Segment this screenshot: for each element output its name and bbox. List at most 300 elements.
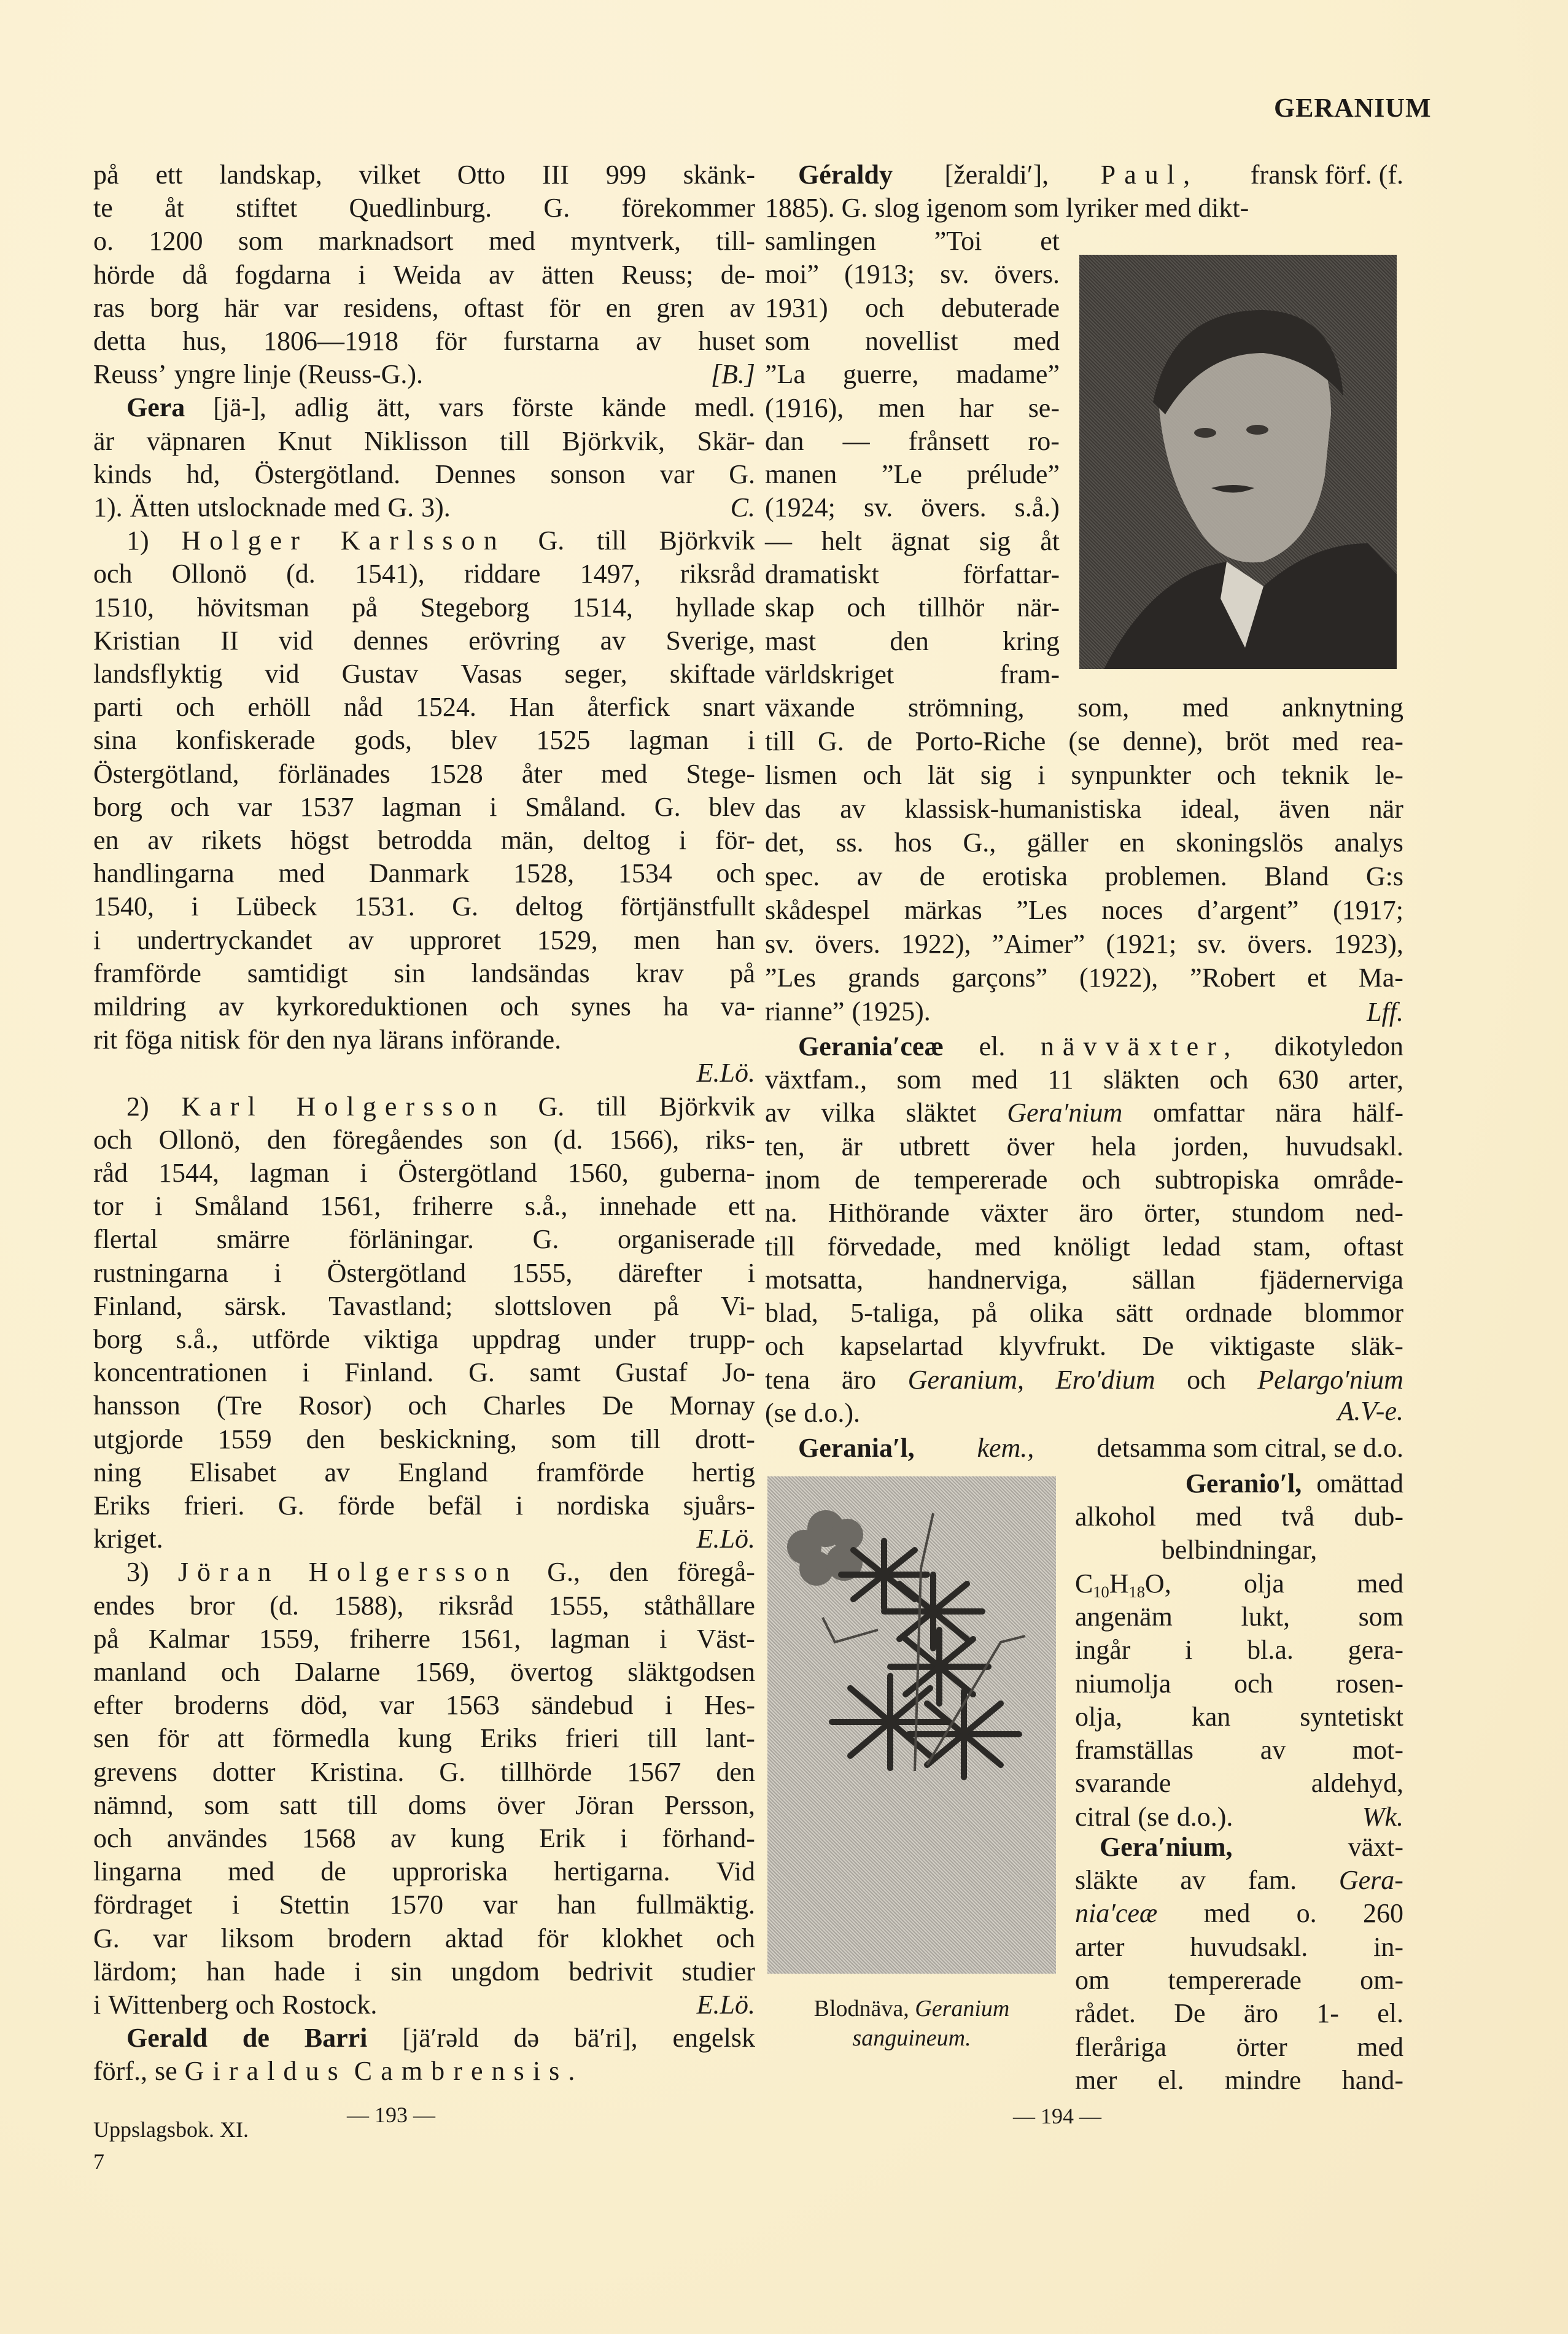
text-line [93,1955,755,1988]
word: hälf- [1352,1098,1403,1128]
word: Holgersson [308,1557,519,1587]
word: därefter [618,1258,702,1288]
word: inom [765,1165,821,1195]
word: ten, [765,1131,805,1161]
word: 1922), [901,929,971,959]
word: till- [716,226,755,256]
word: med [1203,1898,1251,1928]
word: synes [571,991,631,1022]
word: sin [390,1956,422,1987]
word: var [284,293,319,323]
word: och [863,760,902,790]
text-line [765,1297,1403,1330]
word: o. [1296,1898,1317,1928]
word: med [333,492,381,522]
text-line [765,725,1403,758]
word: och [170,792,210,822]
word: arter [1075,1932,1125,1962]
word: 5-taliga, [850,1298,940,1328]
word: åt [1040,526,1060,556]
entry-text: fransk förf. (f. [1250,160,1403,190]
word: vilket [359,160,421,190]
word: mildring [93,991,187,1022]
word: med [1182,692,1229,723]
word: 1514, [572,592,633,622]
word: ägnat [891,526,950,556]
word: för [537,1923,569,1953]
word: dennes [353,626,429,656]
word: framförde [93,958,201,988]
word: viktiga [363,1324,439,1354]
word: viktigaste [1209,1331,1315,1361]
text-line [93,1190,755,1223]
text-line [765,1230,1403,1263]
word: bror [190,1591,235,1621]
word: blev [708,792,755,822]
text-line [765,1330,1403,1363]
word: 630 [1278,1064,1319,1095]
word: et [1040,226,1060,256]
word: när [1368,794,1403,824]
word: lät [927,760,955,790]
word: ätten [541,260,594,290]
word: som [896,1064,942,1095]
word: äro [841,1365,877,1395]
word: (1913; [844,259,915,289]
word: sjuårs- [683,1491,755,1521]
word: furstarna [503,326,600,356]
word: Skär- [697,426,755,456]
text-line [93,724,755,757]
word: syntetiskt [1300,1702,1403,1732]
word: han [716,925,755,955]
word: och [1233,1669,1273,1699]
word: 3) [126,1557,149,1587]
word: fogdarna [235,260,332,290]
word: Pelargo′nium [1257,1365,1403,1395]
word: han [206,1956,246,1987]
text-line [765,225,1060,258]
word: fullmäktig. [635,1890,755,1920]
word: erövring [468,626,561,656]
word: i [93,1990,101,2020]
word: med [1195,1502,1243,1532]
word: ”Les [765,963,817,993]
word: De [1174,1998,1206,2028]
word: till [500,426,530,456]
word: vars [438,392,484,422]
word: utgjorde [93,1424,184,1454]
word: debuterade [941,293,1060,323]
word: 1525 [536,725,591,755]
word: och [93,1823,133,1853]
text-line [1075,1767,1403,1800]
word: rådet. [1075,1998,1136,2028]
word: med [228,1856,275,1886]
word: när- [1017,592,1060,622]
word: för [157,1723,189,1753]
word: hela [1091,1131,1136,1161]
word: 1200 [149,226,203,256]
word: guberna- [659,1158,755,1188]
word: övers. [815,929,880,959]
word: G. [538,525,565,556]
word: garçons” [951,963,1048,993]
word: samt [529,1357,581,1387]
word: Bland [1264,861,1329,891]
word: av [147,825,173,855]
word: innehade [599,1191,697,1221]
word: förste [511,392,574,422]
word: Gera- [1338,1865,1403,1895]
author-signature [93,1522,755,1556]
word: marknadsort [318,226,454,256]
text-line [765,491,1060,524]
author-signature [93,491,755,524]
word: hus, [182,326,227,356]
word: växter [980,1198,1048,1228]
word: stundom [1231,1198,1325,1228]
word: hansson [93,1390,180,1421]
word: Holgersson [296,1091,506,1122]
word: (d. [270,1591,299,1621]
word: märkas [904,895,982,925]
word: då [182,260,208,290]
word: med [489,226,535,256]
word: 1568 [301,1823,356,1853]
word: ”Les [1016,895,1068,925]
word: i [619,1823,628,1853]
word: förläningar. [348,1224,474,1254]
word: av [840,794,866,824]
word: rosen- [1336,1669,1403,1699]
plant-photo-geranium-sanguineum [767,1476,1056,1974]
word: i [93,925,101,955]
word: hd, [186,459,220,489]
word: som [551,1424,597,1454]
word: kinds [93,459,152,489]
word: föga [125,1025,173,1055]
word: riksråd [438,1591,514,1621]
caption-species: sanguineum. [852,2025,971,2051]
word: te [93,193,113,223]
word: sina [93,725,137,755]
text-line [765,625,1060,658]
word: tena [765,1365,810,1395]
word: ett [155,160,183,190]
text-line [93,524,755,557]
word: gera- [1348,1635,1403,1665]
word: Holger [181,525,309,556]
word: för [549,293,581,323]
word: 260 [1362,1898,1403,1928]
word: av [729,293,755,323]
word: G. [468,1357,495,1387]
word: se- [1028,393,1060,423]
word: de [854,1165,880,1195]
word: världskriget [765,659,895,689]
word: blad, [765,1298,818,1328]
word: ”Aimer” [992,929,1085,959]
word: olika [1029,1298,1084,1328]
word: snart [702,692,755,722]
word: det, [765,828,805,858]
word: Elisabet [189,1457,277,1487]
word: i [274,1258,282,1288]
word: och [500,991,539,1022]
word: Björkvik, [562,426,665,456]
author-signature [93,358,755,391]
word: var [659,459,695,489]
word: G., [547,1557,580,1587]
word: G. [93,1923,120,1953]
word: över [1006,1131,1055,1161]
word: med [278,858,325,888]
word: äro [1079,1198,1114,1228]
text-line [1075,1700,1403,1734]
word: Gustav [341,659,419,689]
text-line [1075,1533,1403,1567]
word: Danmark [368,858,470,888]
word: och [93,559,133,589]
word: moi” [765,259,819,289]
word: yngre [174,359,236,389]
text-line [93,1323,755,1356]
word: 1510, [93,592,154,622]
word: var [483,1890,518,1920]
word: grands [847,963,920,993]
word: fördraget [93,1890,193,1920]
word: kriget. [93,1524,163,1554]
word: växande [765,692,855,723]
word: novellist [865,326,958,356]
word: Småland [193,1191,289,1221]
word: förde [338,1491,395,1521]
word: och [1081,1165,1121,1195]
word: av [600,626,626,656]
word: hand- [1341,2065,1403,2095]
word: 1559, [258,1624,320,1654]
word: lärans [379,1025,444,1055]
word: citral [1075,1802,1131,1832]
author-signature [1075,1801,1403,1834]
text-line: 1885). G. slog igenom som lyriker med dikt- [765,193,1249,223]
word: angenäm [1075,1602,1173,1632]
word: fjädernerviga [1259,1265,1403,1295]
word: denne), [1122,726,1203,756]
word: Erik [538,1823,586,1853]
text-line [93,1356,755,1389]
word: upproriska [392,1856,508,1886]
word: som [238,226,284,256]
word: nitisk [180,1025,241,1055]
word: omfattar [1153,1098,1245,1128]
word: nia′ceæ [1075,1898,1158,1928]
word: 1561, [320,1191,381,1221]
text-line [93,1922,755,1955]
word: De [1142,1331,1174,1361]
word: i [360,1158,368,1188]
word: av [635,326,662,356]
word: dan [765,426,804,456]
word: kände [602,392,667,422]
word: landsändas [471,958,590,988]
word: 999 [605,160,646,190]
text-line [93,791,755,824]
word: G. [543,193,570,223]
word: residens, [343,293,439,323]
entry-text: detsamma som citral, se d.o. [1096,1433,1403,1463]
word: i [358,260,366,290]
word: 1806—1918 [263,326,399,356]
word: befäl [428,1491,483,1521]
word: bröt [1225,726,1270,756]
word: och [235,1990,275,2020]
word: (1917; [1333,895,1403,925]
text-line [93,1689,755,1722]
text-line [93,1855,755,1888]
word: dramatiskt [765,559,879,589]
word: av [324,1457,350,1487]
word: kyrkoreduktionen [276,991,468,1022]
word: ungdom [451,1956,540,1987]
word: framställas [1075,1735,1194,1765]
word: sv. [940,259,969,289]
word: ro- [1028,426,1060,456]
word: erotiska [982,861,1068,891]
word: slottsloven [494,1291,612,1321]
word: knöligt [1053,1231,1130,1262]
word: med [974,1231,1022,1262]
word: guerre, [842,359,919,389]
word: Cambrensis. [354,2056,584,2086]
word: den [267,1125,306,1155]
word: belbindningar, [1161,1535,1318,1565]
word: 1555, [548,1591,610,1621]
word: G. [818,726,844,756]
word: Östergötland, [93,759,239,789]
text-line [93,957,755,990]
signature-text: E.Lö. [696,1058,755,1088]
signature-text: C. [730,492,755,522]
text-line [765,591,1060,624]
word: Charles [483,1390,566,1421]
word: England [398,1457,488,1487]
word: och [765,1331,804,1361]
word: teknik [1281,760,1349,790]
word: synpunkter [1071,760,1191,790]
word: på [93,160,119,190]
word: Gerald [126,2023,208,2053]
word: rianne” [765,996,845,1026]
text-line [765,292,1060,325]
text-line [765,458,1060,491]
word: samlingen [765,226,876,256]
word: borg [93,1324,142,1354]
word: ätt, [376,392,411,422]
word: — [842,426,870,456]
portrait-illustration-icon [1079,255,1397,669]
text-line [1075,1634,1403,1667]
word: ”La [765,359,805,389]
text-line [93,657,755,691]
word: lärdom; [93,1956,177,1987]
text-line [765,1363,1403,1397]
text-line [765,558,1060,591]
word: Östergötland [327,1258,467,1288]
word: jorden, [1173,1131,1249,1161]
word: ledad [1162,1231,1221,1262]
text-line [765,425,1060,458]
word: växtfam., [765,1064,867,1095]
word: se [154,2056,177,2086]
text-line [93,924,755,957]
word: Karl [181,1091,264,1122]
word: som [1358,1602,1403,1632]
word: 1534 [618,858,672,888]
word: adlig [294,392,349,422]
word: 1563 [445,1690,500,1720]
word: in- [1373,1932,1403,1962]
word: prélude” [966,459,1060,489]
word: hos [894,828,933,858]
word: införande. [451,1025,562,1055]
text-line [93,1822,755,1855]
word: av [218,991,244,1022]
text-line [765,1096,1403,1130]
word: område- [1313,1165,1403,1195]
word: till [596,525,627,556]
word: De [602,1390,634,1421]
word: Lübeck [236,891,317,921]
text-line [765,1063,1403,1096]
word: 1529, [537,925,598,955]
word: strömning, [908,692,1025,723]
word: var [237,792,272,822]
word: s.å., [176,1324,219,1354]
page-number-left: — 193 — [347,2103,435,2127]
text-line [93,1888,755,1921]
word: sällan [1132,1265,1195,1295]
word: lukt, [1241,1602,1290,1632]
word: tillhör [918,592,985,622]
word: broderns [174,1690,270,1720]
word: släkten [1103,1064,1180,1095]
word: föregå- [677,1557,755,1587]
word: han [557,1890,597,1920]
word: liksom [220,1923,295,1953]
word: motsatta, [765,1265,864,1295]
word: med [1357,2032,1403,2062]
word: klokhet [602,1923,683,1953]
word: förlänades [278,759,390,789]
word: i [747,725,755,755]
word: Mornay [669,1390,755,1421]
word: tempererade [1168,1965,1302,1995]
word: fleråriga [1075,2032,1166,2062]
caption-genus: Geranium [915,1996,1010,2022]
field-label: kem., [977,1433,1034,1463]
text-line [1075,1667,1403,1700]
word: den [306,1424,346,1454]
word: d.o.). [1176,1802,1233,1832]
word: 1555, [511,1258,573,1288]
word: av [856,861,883,891]
text-line [93,1257,755,1290]
word: G. [452,891,479,921]
word: 1497, [580,559,641,589]
word: borg [150,293,200,323]
